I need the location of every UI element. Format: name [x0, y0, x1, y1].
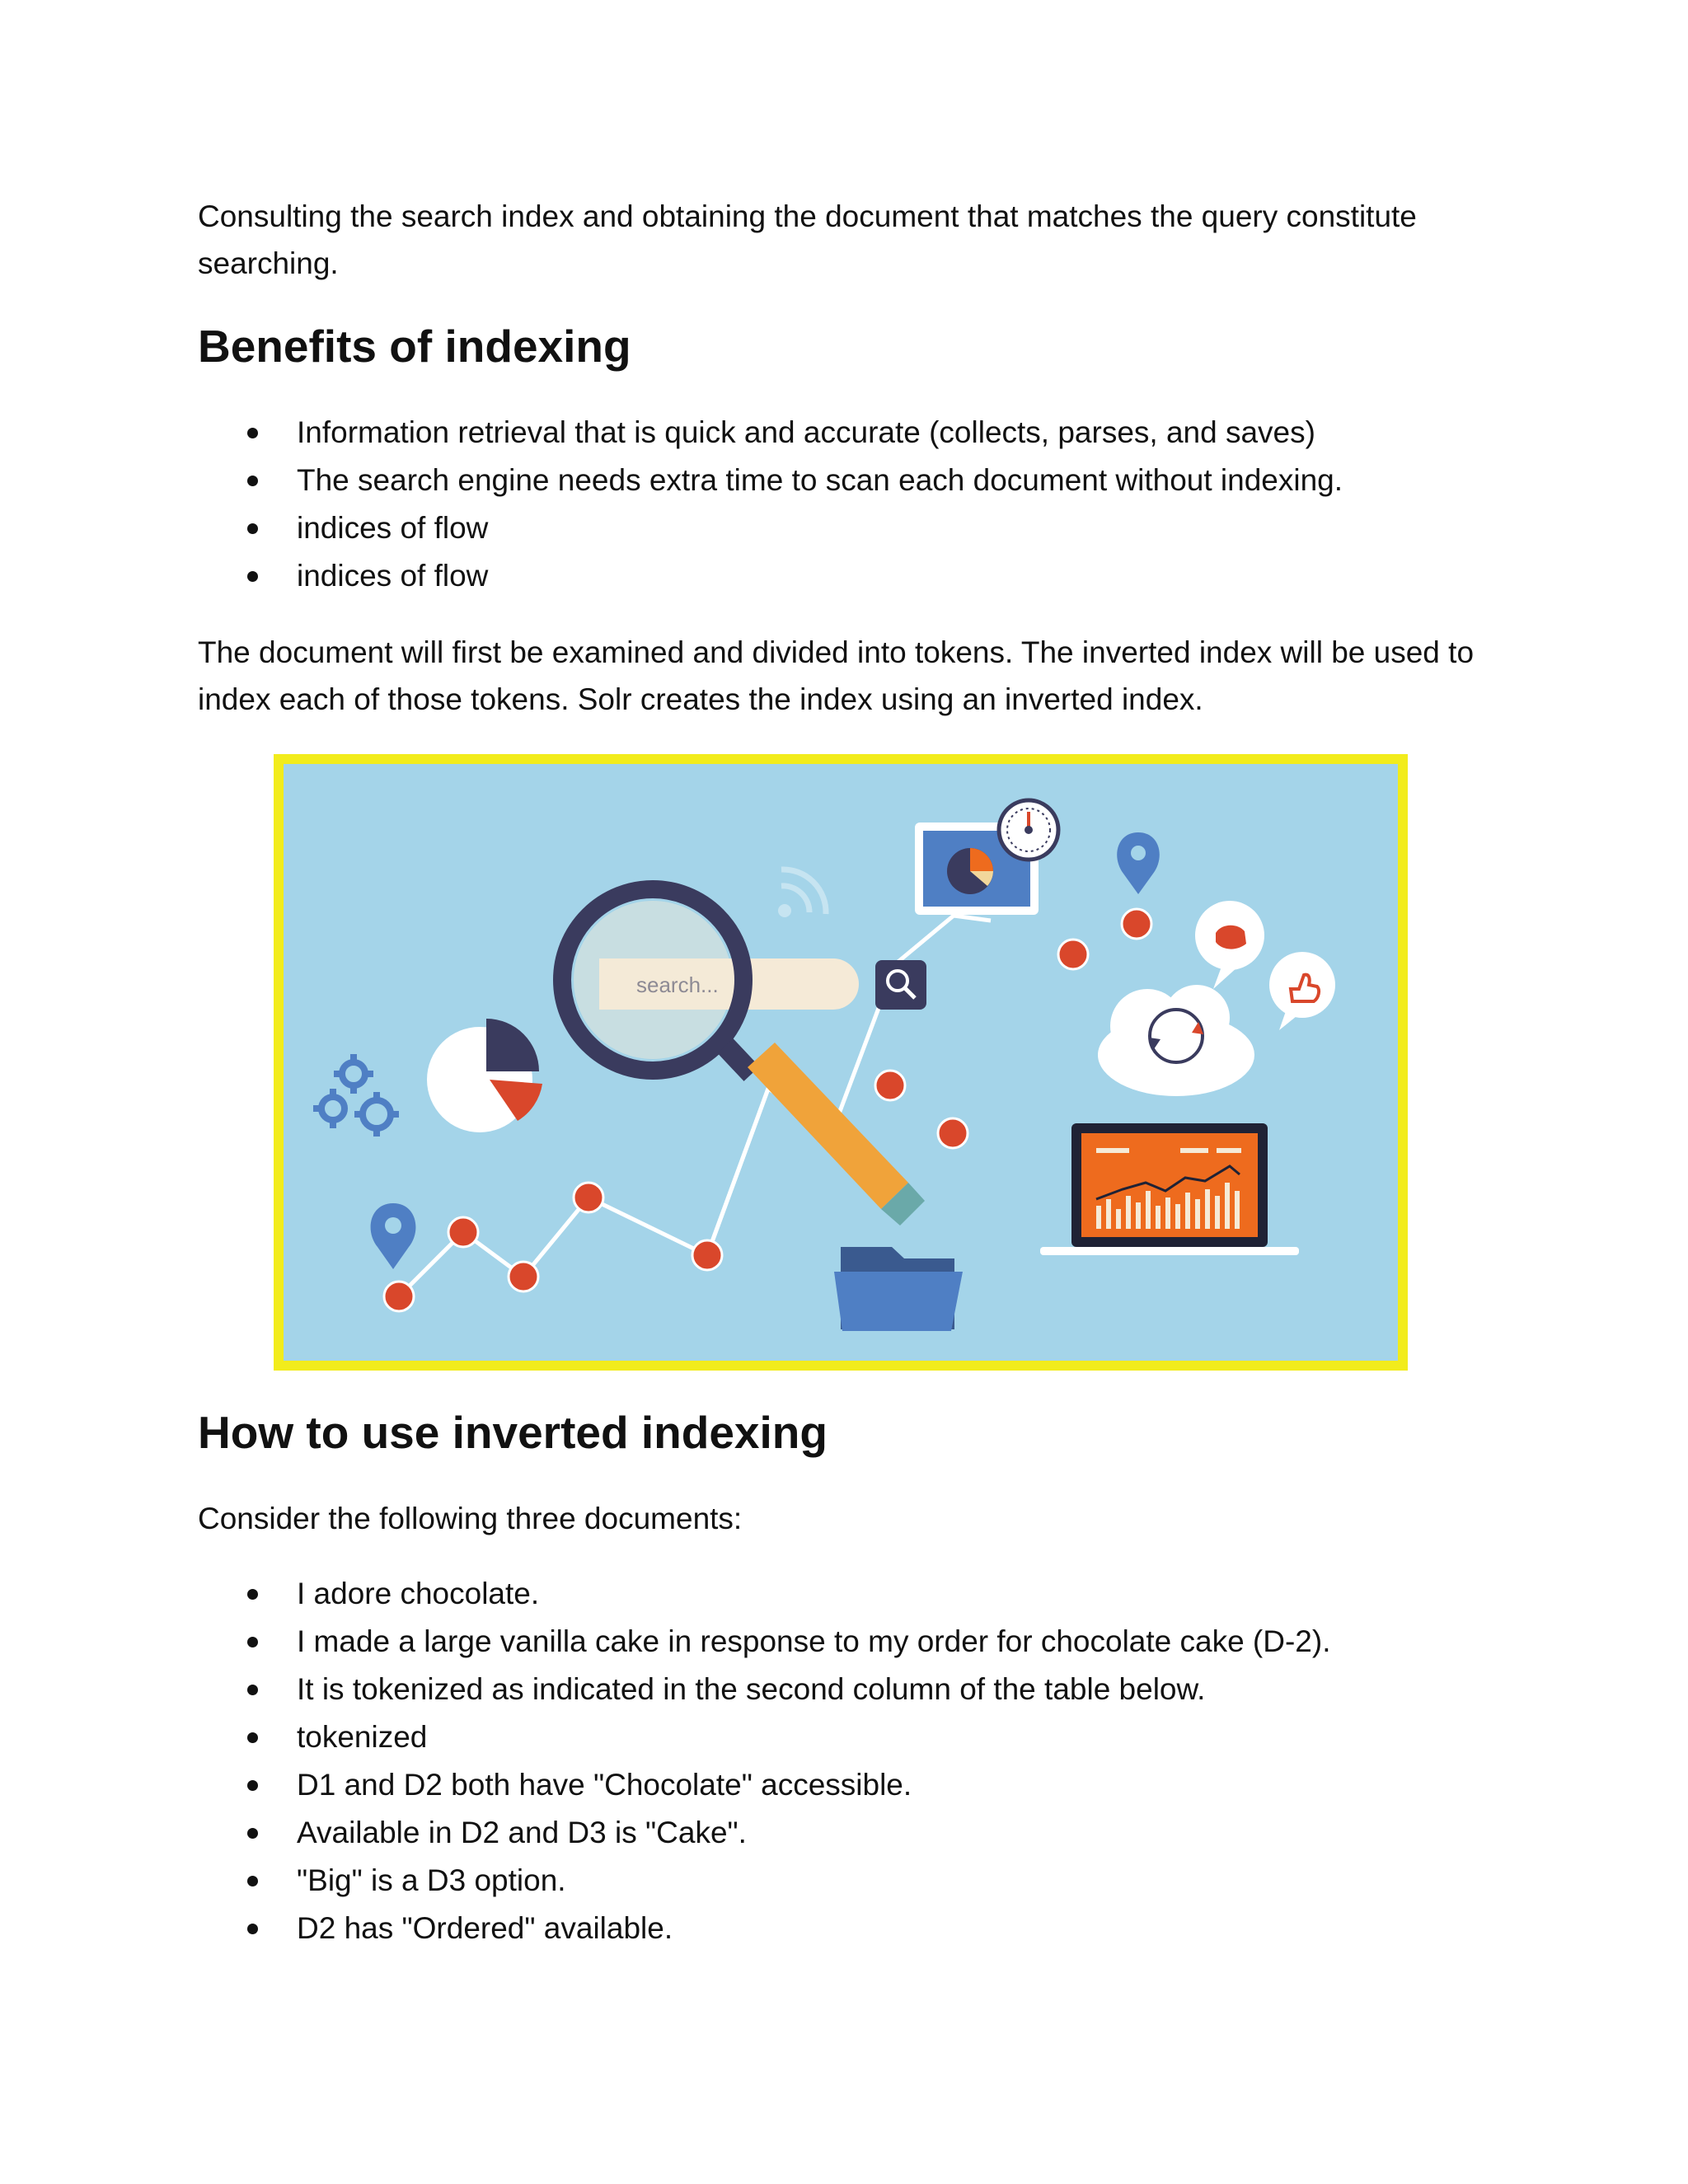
- bullet-icon: [247, 1924, 258, 1934]
- bullet-icon: [247, 523, 258, 534]
- bullet-icon: [247, 1876, 258, 1886]
- list-item: indices of flow: [198, 552, 1343, 600]
- indexing-illustration: [274, 754, 1408, 1371]
- bullet-icon: [247, 1637, 258, 1647]
- inverted-intro: Consider the following three documents:: [198, 1502, 743, 1535]
- list-item: tokenized: [198, 1713, 1330, 1761]
- list-item: D2 has "Ordered" available.: [198, 1905, 1330, 1952]
- bullet-icon: [247, 476, 258, 486]
- list-item: D1 and D2 both have "Chocolate" accessible.: [198, 1761, 1330, 1809]
- laptop-chart-icon: [1040, 1123, 1299, 1255]
- bullet-icon: [247, 1828, 258, 1839]
- folder-icon: [834, 1247, 963, 1331]
- list-item: The search engine needs extra time to scan each document without indexing.: [198, 457, 1343, 504]
- bullet-icon: [247, 1732, 258, 1743]
- bullet-icon: [247, 1589, 258, 1600]
- bullet-icon: [247, 428, 258, 438]
- bullet-icon: [247, 1685, 258, 1695]
- list-item: Information retrieval that is quick and accurate (collects, parses, and saves): [198, 409, 1343, 457]
- benefits-list: [198, 409, 1343, 600]
- list-item: "Big" is a D3 option.: [198, 1857, 1330, 1905]
- documents-list: [198, 1570, 1330, 1952]
- list-item: Available in D2 and D3 is "Cake".: [198, 1809, 1330, 1857]
- intro-paragraph: Consulting the search index and obtaining the document that matches the query constitute searching.: [198, 199, 1417, 280]
- list-item: indices of flow: [198, 504, 1343, 552]
- list-item: It is tokenized as indicated in the second column of the table below.: [198, 1666, 1330, 1713]
- list-item: I made a large vanilla cake in response to my order for chocolate cake (D-2).: [198, 1618, 1330, 1666]
- benefits-heading: Benefits of indexing: [198, 321, 631, 372]
- bullet-icon: [247, 1780, 258, 1791]
- bullet-icon: [247, 571, 258, 582]
- list-item: I adore chocolate.: [198, 1570, 1330, 1618]
- tokens-paragraph: The document will first be examined and divided into tokens. The inverted index will be used to index each of those tokens. Solr creates the index using an inverted index.: [198, 635, 1475, 716]
- search-placeholder: search...: [636, 972, 719, 997]
- inverted-heading: How to use inverted indexing: [198, 1407, 828, 1458]
- gauge-icon: [999, 800, 1058, 860]
